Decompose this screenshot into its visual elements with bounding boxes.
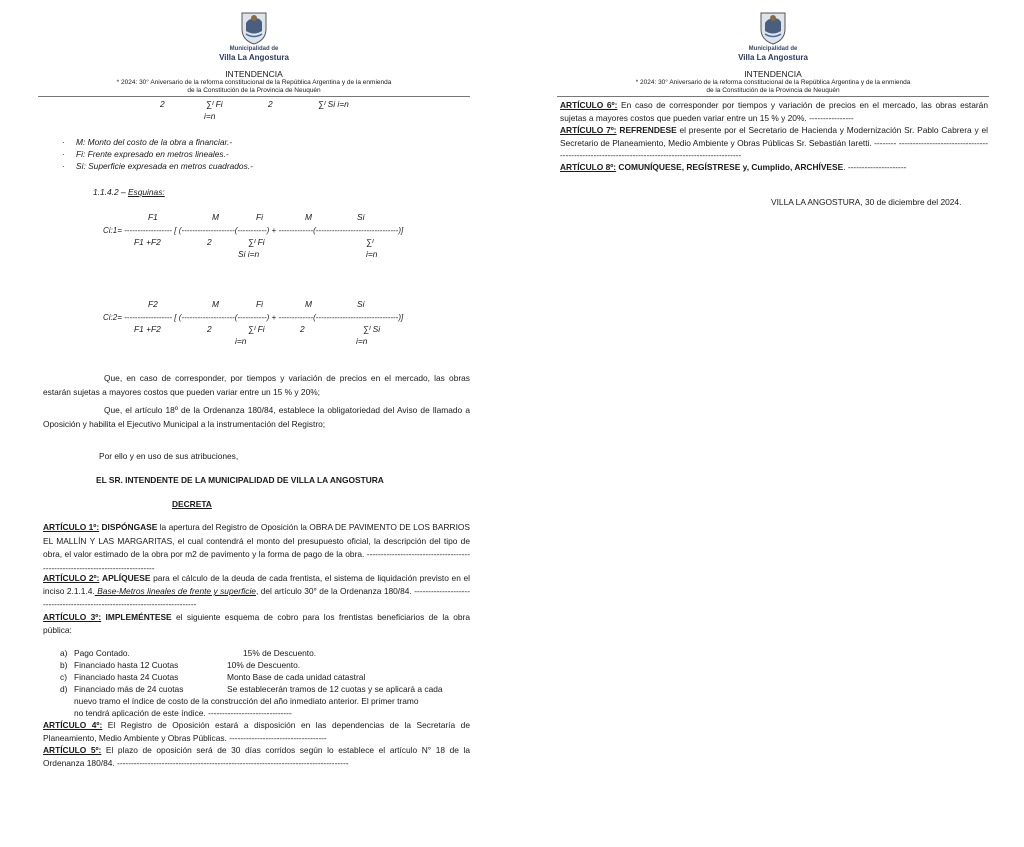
list-item-c-value: Monto Base de cada unidad catastral bbox=[227, 672, 366, 682]
bullet-dot: · bbox=[62, 149, 65, 159]
muni-name: Villa La Angostura bbox=[738, 53, 808, 62]
list-item-d-line3: no tendrá aplicación de este índice. ------------------------------ bbox=[74, 708, 292, 718]
f2-bottom-sum-fi: ∑ᴵ Fi bbox=[248, 324, 265, 334]
f1-top-fi: Fi bbox=[256, 212, 263, 222]
considerando-1: Que, en caso de corresponder, por tiempos y variación de precios en el mercado, las obras estarán sujetas a mayores costos que pueden variar entre un 15 % y 20%; bbox=[43, 373, 470, 397]
f2-top-m: M bbox=[212, 299, 219, 309]
f1-sub-2: i=n bbox=[366, 249, 378, 259]
right-header bbox=[557, 9, 989, 97]
right-page bbox=[557, 0, 989, 97]
considerando-2: Que, el artículo 18º de la Ordenanza 180/84, establece la obligatoriedad del Aviso de llamado a Oposición y habilita el Ejecutivo Municipal a la instrumentación del Registro; bbox=[43, 405, 470, 429]
aniversario-line-2: de la Constitución de la Provincia de Neuquén bbox=[187, 87, 321, 94]
f2-top-f2: F2 bbox=[148, 299, 158, 309]
list-item-key: d) bbox=[60, 684, 68, 694]
f1-bottom-sum: ∑ᴵ bbox=[366, 237, 374, 247]
list-item-d: Financiado más de 24 cuotas bbox=[74, 684, 184, 694]
aniversario-line-1: * 2024: 30° Aniversario de la reforma constitucional de la República Argentina y de la enmienda bbox=[116, 79, 392, 86]
intendencia-heading: INTENDENCIA bbox=[225, 69, 283, 79]
articulo-4: ARTÍCULO 4º: El Registro de Oposición estará a disposición en las dependencias de la Secretaría de Planeamiento, Medio Ambiente y Obras Públicas. ----------------------------------- bbox=[43, 720, 470, 743]
aniversario-line-1: * 2024: 30° Aniversario de la reforma constitucional de la República Argentina y de la enmienda bbox=[635, 79, 911, 86]
list-item-b-value: 10% de Descuento. bbox=[227, 660, 301, 670]
articulo-6: ARTÍCULO 6º: En caso de corresponder por tiempos y variación de precios en el mercado, las obras estarán sujetas a mayores costos que pueden variar entre un 15 % y 20%. ---------------- bbox=[560, 100, 988, 123]
list-item-key: b) bbox=[60, 660, 68, 670]
list-item-a-value: 15% de Descuento. bbox=[243, 648, 317, 658]
f1-bottom-2: 2 bbox=[207, 237, 212, 247]
f2-sub-2: i=n bbox=[356, 336, 368, 346]
f2-bottom-sum-si: ∑ᴵ Si bbox=[363, 324, 381, 334]
bullet-dot: · bbox=[62, 161, 65, 171]
formula-top-d: ∑ᴵ Si i=n bbox=[318, 99, 349, 109]
intendente-heading: EL SR. INTENDENTE DE LA MUNICIPALIDAD DE VILLA LA ANGOSTURA bbox=[96, 475, 384, 485]
fecha-lugar: VILLA LA ANGOSTURA, 30 de diciembre del 2024. bbox=[771, 197, 962, 207]
intendencia-heading: INTENDENCIA bbox=[744, 69, 802, 79]
f1-top-f1: F1 bbox=[148, 212, 158, 222]
f2-main: Ci:2= ------------------ [ (--------------------(-----------) + -------------(-------------------------------)] bbox=[103, 313, 404, 322]
por-ello-text: Por ello y en uso de sus atribuciones, bbox=[99, 451, 239, 461]
list-item-c: Financiado hasta 24 Cuotas bbox=[74, 672, 179, 682]
bullet-si: Si: Superficie expresada en metros cuadrados.- bbox=[76, 161, 253, 171]
articulo-1: ARTÍCULO 1º: DISPÓNGASE la apertura del Registro de Oposición la OBRA DE PAVIMENTO DE LOS BARRIOS EL MALLÍN Y LAS MARGARITAS, el cual contendrá el monto del presupuesto oficial, la descripción del tipo de obra, el valor estimado de la obra por m2 de pavimento y la forma de pago de la obra. ----------------------------------------------------------------------------- bbox=[43, 522, 470, 573]
f1-bottom-denominator: F1 +F2 bbox=[134, 237, 161, 247]
list-item-b: Financiado hasta 12 Cuotas bbox=[74, 660, 179, 670]
articulo-5: ARTÍCULO 5º: El plazo de oposición será de 30 días corridos según lo establece el artículo N° 18 de la Ordenanza 180/84. ----------------------------------------------------------------------------------- bbox=[43, 745, 470, 768]
muni-small-text: Municipalidad de bbox=[748, 46, 798, 52]
aniversario-line-2: de la Constitución de la Provincia de Neuquén bbox=[706, 87, 840, 94]
f1-top-si: Si bbox=[357, 212, 365, 222]
list-item-key: c) bbox=[60, 672, 67, 682]
f2-top-fi: Fi bbox=[256, 299, 263, 309]
f1-sub-1: Si i=n bbox=[238, 249, 260, 259]
formula-top-a: 2 bbox=[160, 99, 165, 109]
f2-top-si: Si bbox=[357, 299, 365, 309]
bullet-fi: Fi: Frente expresado en metros lineales.- bbox=[76, 149, 229, 159]
left-page bbox=[38, 0, 470, 97]
articulo-3: ARTÍCULO 3º: IMPLEMÉNTESE el siguiente esquema de cobro para los frentistas beneficiarios de la obra pública: bbox=[43, 612, 471, 636]
left-header bbox=[38, 9, 470, 97]
list-item-a: Pago Contado. bbox=[74, 648, 130, 658]
articulo-2: ARTÍCULO 2º: APLÍQUESE para el cálculo de la deuda de cada frentista, el sistema de liquidación previsto en el inciso 2.1.1.4. Base-Metros lineales de frente y superficie, del artículo 30° de la Ordenanza 180/84. --------------------------------------------------------------------------- bbox=[43, 573, 470, 610]
formula-top-b: ∑ᴵ Fi bbox=[206, 99, 223, 109]
municipal-logo-icon bbox=[756, 9, 790, 45]
f1-top-m: M bbox=[212, 212, 219, 222]
f2-bottom-2: 2 bbox=[207, 324, 212, 334]
bullet-dot: · bbox=[62, 137, 65, 147]
decreta-heading: DECRETA bbox=[172, 499, 212, 509]
f2-bottom-2b: 2 bbox=[300, 324, 305, 334]
header-divider bbox=[38, 96, 470, 97]
formula-top-e: i=n bbox=[204, 111, 216, 121]
municipal-logo-icon bbox=[237, 9, 271, 45]
list-item-key: a) bbox=[60, 648, 68, 658]
bullet-m: M: Monto del costo de la obra a financiar.- bbox=[76, 137, 233, 147]
f2-sub-1: i=n bbox=[235, 336, 247, 346]
f2-bottom-denominator: F1 +F2 bbox=[134, 324, 161, 334]
f1-bottom-sum-fi: ∑ᴵ Fi bbox=[248, 237, 265, 247]
esquinas-heading: 1.1.4.2 – Esquinas: bbox=[93, 187, 165, 197]
muni-name: Villa La Angostura bbox=[219, 53, 289, 62]
list-item-d-value: Se establecerán tramos de 12 cuotas y se aplicará a cada bbox=[227, 684, 443, 694]
f2-top-m2: M bbox=[305, 299, 312, 309]
list-item-d-line2: nuevo tramo el índice de costo de la construcción del año inmediato anterior. El primer tramo bbox=[74, 696, 419, 706]
formula-top-c: 2 bbox=[268, 99, 273, 109]
f1-main: Ci:1= ------------------ [ (--------------------(-----------) + -------------(-------------------------------)] bbox=[103, 226, 404, 235]
f1-top-m2: M bbox=[305, 212, 312, 222]
muni-small-text: Municipalidad de bbox=[229, 46, 279, 52]
articulo-7: ARTÍCULO 7º: REFRENDESE el presente por el Secretario de Hacienda y Modernización Sr. Pablo Cabrera y el Secretario de Planeamiento, Medio Ambiente y Obras Públicas Sr. Sebastián Iaretti. -------- ------------------------------------------------------------------------------------------------- bbox=[560, 125, 988, 161]
articulo-8: ARTÍCULO 8º: COMUNÍQUESE, REGÍSTRESE y, Cumplido, ARCHÍVESE. --------------------- bbox=[560, 162, 907, 172]
header-divider bbox=[557, 96, 989, 97]
